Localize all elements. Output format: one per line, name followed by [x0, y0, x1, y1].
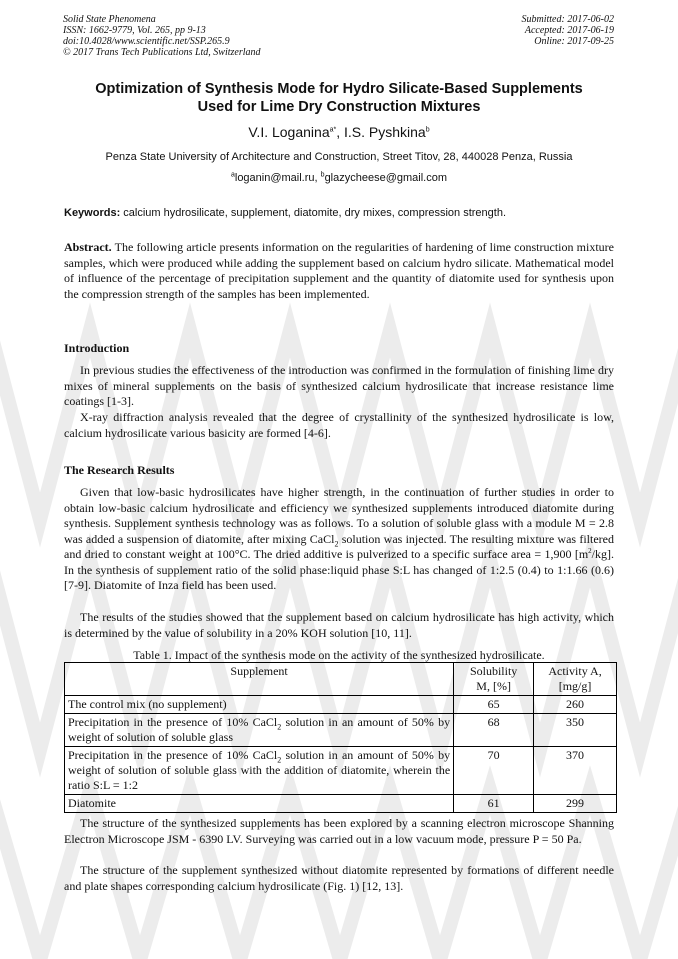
intro-paragraph-1: In previous studies the effectiveness of the introduction was confirmed in the formulation of finishing lime dry mixes of mineral supplements on the basis of synthesized calcium hydrosilicate that increase resistance lime coatings [1-3].	[64, 363, 614, 408]
results-paragraph-1	[64, 485, 614, 594]
publication-dates	[522, 14, 615, 47]
keywords-label: Keywords:	[64, 207, 121, 219]
results-heading: The Research Results	[64, 463, 175, 477]
results-p1-superscript: 2	[588, 547, 592, 555]
author-1: V.I. Loganina	[248, 124, 330, 140]
author-list	[40, 124, 638, 141]
closing-paragraph-1: The structure of the synthesized supplements has been explored by a scanning electron microscope Shanning Electron Microscope JSM - 6390 LV. Surveying was carried out in a low vacuum mode, pressure P = 50 Pa.	[64, 816, 614, 846]
journal-name: Solid State Phenomena	[63, 14, 156, 25]
cell-text-b: solution in an amount of 50% by weight of solution of soluble glass with the addition of diatomite, wherein the ratio S:L = 1:2	[68, 748, 451, 792]
results-p1-text-b: solution was injected. The resulting mixture was filtered and dried to constant weight at 100°C. The dried additive is pulverized to a specific surface area = 1,900 [m	[64, 531, 614, 561]
abstract-label: Abstract.	[64, 240, 112, 254]
issn: ISSN: 1662-9779, Vol. 265, pp 9-13	[63, 25, 206, 36]
accepted-date: Accepted: 2017-06-19	[524, 25, 614, 36]
cell-activity: 350	[534, 714, 617, 747]
table-row	[65, 696, 617, 714]
table-header-row	[65, 663, 617, 696]
keywords	[64, 206, 616, 220]
keywords-text: calcium hydrosilicate, supplement, diatomite, dry mixes, compression strength.	[120, 207, 507, 219]
activity-header-line-2: [mg/g]	[558, 679, 592, 693]
title-line-1: Optimization of Synthesis Mode for Hydro Silicate-Based Supplements	[95, 81, 583, 97]
author-1-marker: a*	[329, 126, 337, 134]
cell-solubility: 68	[454, 714, 534, 747]
results-paragraph-2: The results of the studies showed that the supplement based on calcium hydrosilicate has high activity, which is determined by the value of solubility in a 20% KOH solution [10, 11].	[64, 610, 614, 640]
cell-solubility: 70	[454, 747, 534, 795]
cell-activity: 370	[534, 747, 617, 795]
email-b[interactable]: glazycheese@gmail.com	[324, 172, 448, 184]
solubility-header-line-2: M, [%]	[476, 679, 511, 693]
results-p1-text-a: Given that low-basic hydrosilicates have higher strength, in the continuation of further studies in order to obtain low-basic calcium hydrosilicate and efficiency we synthesized supplements introduced diatomite during synthesis. Supplement synthesis technology was as follows. To a solution of soluble glass with a module M = 2.8 was added a suspension of diatomite, after mixing CaCl	[64, 485, 614, 546]
abstract	[64, 240, 614, 302]
cell-supplement: The control mix (no supplement)	[65, 696, 454, 714]
results-table	[64, 662, 617, 813]
table-caption: Table 1. Impact of the synthesis mode on the activity of the synthesized hydrosilicate.	[133, 648, 545, 662]
results-p1-text-c: /kg]. In the synthesis of supplement ratio of the solid phase:liquid phase S:L has changed of 1:2.5 (0.4) to 1:1.66 (0.6) [7-9]. Diatomite of Inza field has been used.	[64, 547, 614, 592]
cell-supplement	[65, 714, 454, 747]
table-row	[65, 714, 617, 747]
cell-text-a: Precipitation in the presence of 10% CaCl	[68, 715, 278, 729]
title-line-2: Used for Lime Dry Construction Mixtures	[197, 99, 481, 115]
doi: doi:10.4028/www.scientific.net/SSP.265.9	[63, 36, 230, 47]
cell-text-a: Precipitation in the presence of 10% CaCl	[68, 748, 278, 762]
author-separator: ,	[336, 124, 345, 140]
paper-title	[40, 80, 638, 116]
cell-activity: 260	[534, 696, 617, 714]
table-row	[65, 795, 617, 813]
email-b-marker: b	[320, 171, 325, 179]
intro-paragraph-2: X-ray diffraction analysis revealed that the degree of crystallinity of the synthesized hydrosilicate is low, calcium hydrosilicate various basicity are formed [4-6].	[64, 410, 614, 440]
email-a[interactable]: loganin@mail.ru	[234, 172, 315, 184]
activity-header-line-1: Activity A,	[548, 664, 602, 678]
author-2: I.S. Pyshkina	[344, 124, 426, 140]
publication-info	[63, 14, 261, 58]
col-header-supplement: Supplement	[65, 663, 454, 696]
table-row	[65, 747, 617, 795]
col-header-activity	[534, 663, 617, 696]
cell-activity: 299	[534, 795, 617, 813]
copyright: © 2017 Trans Tech Publications Ltd, Switzerland	[63, 47, 261, 58]
results-p1-subscript: 2	[334, 538, 339, 548]
cell-supplement	[65, 747, 454, 795]
submitted-date: Submitted: 2017-06-02	[521, 14, 614, 25]
cell-solubility: 61	[454, 795, 534, 813]
cell-supplement: Diatomite	[65, 795, 454, 813]
online-date: Online: 2017-09-25	[534, 36, 614, 47]
introduction-heading: Introduction	[64, 341, 130, 355]
col-header-solubility	[454, 663, 534, 696]
cell-text-b: solution in an amount of 50% by weight of solution of soluble glass	[68, 715, 451, 744]
email-separator: ,	[314, 172, 321, 184]
email-a-marker: a	[230, 171, 235, 179]
author-2-marker: b	[425, 126, 430, 134]
email-list	[40, 171, 638, 185]
affiliation: Penza State University of Architecture and Construction, Street Titov, 28, 440028 Penza, Russia	[105, 151, 573, 163]
cell-solubility: 65	[454, 696, 534, 714]
cell-subscript: 2	[277, 722, 282, 732]
solubility-header-line-1: Solubility	[469, 664, 518, 678]
closing-paragraph-2: The structure of the supplement synthesized without diatomite represented by formations of different needle and plate shapes corresponding calcium hydrosilicate (Fig. 1) [12, 13].	[64, 863, 614, 893]
cell-subscript: 2	[277, 755, 282, 765]
abstract-text: The following article presents information on the regularities of hardening of lime construction mixture samples, which were produced while adding the supplement based on calcium hydro silicate. Mathematical model of influence of the percentage of precipitation supplement and the quantity of diatomite used for synthesis upon the compression strength of the samples has been implemented.	[64, 240, 614, 301]
